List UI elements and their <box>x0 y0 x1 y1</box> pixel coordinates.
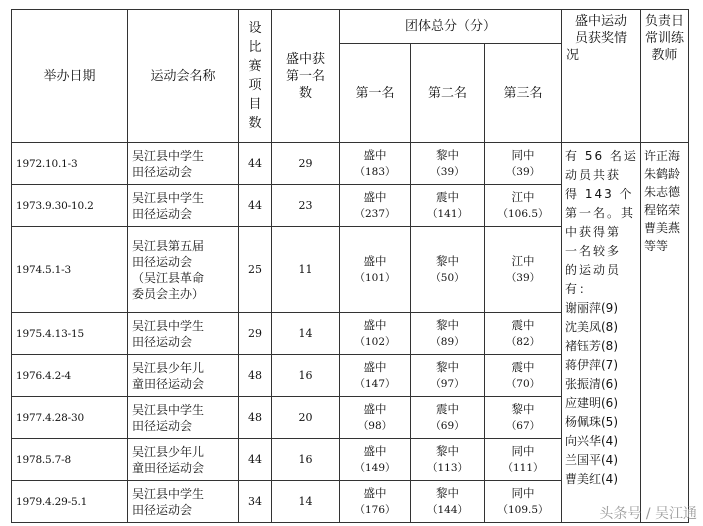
first-place-count: 14 <box>272 481 340 523</box>
header-rank-2: 第二名 <box>411 44 485 143</box>
events-count: 48 <box>239 397 272 439</box>
team-score: （67） <box>505 419 541 432</box>
rank-2-cell <box>411 313 485 355</box>
team-score: （144） <box>426 503 469 516</box>
coach-name: 曹美燕 <box>644 221 681 235</box>
meet-name-line: 童田径运动会 <box>132 460 205 475</box>
meet-name-line: 田径运动会 <box>132 164 193 179</box>
school-name: 盛中 <box>363 401 387 416</box>
athlete-entry: 向兴华(4) <box>565 434 618 448</box>
school-name: 震中 <box>511 317 535 332</box>
meet-name <box>128 313 239 355</box>
school-name: 盛中 <box>363 317 387 332</box>
school-name: 黎中 <box>436 253 459 268</box>
rank-1-cell <box>340 227 411 313</box>
header-awards: 盛中运动 员获奖情 况 <box>562 10 641 143</box>
awards-summary-line: 动员共获 <box>565 168 622 182</box>
meet-name-line: 吴江县中学生 <box>132 486 205 501</box>
sports-meet-table <box>11 9 689 523</box>
meet-name-line: 吴江县少年儿 <box>132 444 205 459</box>
events-count: 44 <box>239 439 272 481</box>
awards-summary-line: 有： <box>565 282 594 296</box>
meet-name <box>128 439 239 481</box>
meet-name-line: 吴江县第五届 <box>132 238 205 253</box>
athlete-entry: 蒋伊萍(7) <box>565 358 618 372</box>
header-events: 设 比 赛 项 目 数 <box>239 10 272 143</box>
events-count: 44 <box>239 143 272 185</box>
awards-summary <box>562 143 641 523</box>
rank-3-cell <box>485 185 562 227</box>
first-place-count: 16 <box>272 439 340 481</box>
school-name: 震中 <box>436 401 459 416</box>
school-name: 黎中 <box>436 147 459 162</box>
school-name: 黎中 <box>436 317 459 332</box>
rank-3-cell <box>485 397 562 439</box>
meet-name-line: 吴江县中学生 <box>132 190 205 205</box>
school-name: 黎中 <box>436 485 459 500</box>
rank-3-cell <box>485 481 562 523</box>
coach-name: 许正海 <box>644 149 681 163</box>
table-row <box>12 143 689 185</box>
coach-name: 朱鹤龄 <box>644 167 681 181</box>
coach-list <box>641 143 689 523</box>
first-place-count: 11 <box>272 227 340 313</box>
coach-name: 等等 <box>644 239 669 253</box>
school-name: 黎中 <box>436 443 459 458</box>
meet-date: 1976.4.2-4 <box>12 355 128 397</box>
team-score: （39） <box>505 165 541 178</box>
rank-2-cell <box>411 227 485 313</box>
rank-1-cell <box>340 313 411 355</box>
events-count: 29 <box>239 313 272 355</box>
meet-date: 1977.4.28-30 <box>12 397 128 439</box>
meet-name-line: 田径运动会 <box>132 206 193 221</box>
school-name: 同中 <box>511 485 535 500</box>
school-name: 震中 <box>436 189 459 204</box>
team-score: （106.5） <box>497 207 549 220</box>
school-name: 江中 <box>511 253 535 268</box>
first-place-count: 20 <box>272 397 340 439</box>
header-rank-3: 第三名 <box>485 44 562 143</box>
rank-2-cell <box>411 185 485 227</box>
team-score: （237） <box>354 207 396 220</box>
rank-2-cell <box>411 355 485 397</box>
meet-name <box>128 481 239 523</box>
first-place-count: 23 <box>272 185 340 227</box>
rank-3-cell <box>485 355 562 397</box>
school-name: 同中 <box>511 147 535 162</box>
header-rank-1: 第一名 <box>340 44 411 143</box>
coach-name: 朱志德 <box>644 185 681 199</box>
athlete-entry: 谢丽萍(9) <box>565 301 618 315</box>
rank-3-cell <box>485 439 562 481</box>
meet-date: 1972.10.1-3 <box>12 143 128 185</box>
first-place-count: 29 <box>272 143 340 185</box>
header-coach: 负责日 常训练 教师 <box>641 10 689 143</box>
school-name: 江中 <box>511 189 535 204</box>
athlete-entry: 曹美红(4) <box>565 472 618 486</box>
school-name: 盛中 <box>363 443 387 458</box>
meet-name <box>128 355 239 397</box>
coach-name: 程铭荣 <box>644 203 681 217</box>
header-name: 运动会名称 <box>128 10 239 143</box>
awards-summary-line: 得 143 个 <box>565 187 634 201</box>
table-body <box>12 10 689 523</box>
rank-1-cell <box>340 143 411 185</box>
rank-2-cell <box>411 397 485 439</box>
team-score: （109.5） <box>497 503 549 516</box>
events-count: 48 <box>239 355 272 397</box>
rank-3-cell <box>485 227 562 313</box>
rank-2-cell <box>411 439 485 481</box>
meet-name <box>128 185 239 227</box>
athlete-entry: 兰国平(4) <box>565 453 618 467</box>
meet-name-line: 田径运动会 <box>132 418 193 433</box>
team-score: （183） <box>354 165 396 178</box>
meet-name-line: 吴江县中学生 <box>132 402 205 417</box>
meet-date: 1975.4.13-15 <box>12 313 128 355</box>
meet-name <box>128 227 239 313</box>
team-score: （70） <box>505 377 541 390</box>
athlete-entry: 沈美凤(8) <box>565 320 618 334</box>
awards-summary-line: 中获得第 <box>565 225 622 239</box>
school-name: 盛中 <box>363 359 387 374</box>
athlete-entry: 张振清(6) <box>565 377 618 391</box>
rank-1-cell <box>340 397 411 439</box>
team-score: （102） <box>354 335 396 348</box>
team-score: （111） <box>502 461 544 474</box>
team-score: （39） <box>505 271 541 284</box>
team-score: （141） <box>426 207 469 220</box>
school-name: 盛中 <box>363 253 387 268</box>
team-score: （82） <box>505 335 541 348</box>
team-score: （97） <box>430 377 465 390</box>
meet-name-line: 吴江县中学生 <box>132 318 205 333</box>
header-team-total: 团体总分（分） <box>340 10 562 44</box>
awards-summary-line: 有 56 名运 <box>565 149 638 163</box>
school-name: 盛中 <box>363 147 387 162</box>
rank-3-cell <box>485 313 562 355</box>
events-count: 34 <box>239 481 272 523</box>
meet-name-line: 委员会主办） <box>132 286 205 301</box>
meet-date: 1979.4.29-5.1 <box>12 481 128 523</box>
awards-summary-line: 第一名。其 <box>565 206 636 220</box>
school-name: 黎中 <box>511 401 535 416</box>
meet-date: 1978.5.7-8 <box>12 439 128 481</box>
events-count: 25 <box>239 227 272 313</box>
rank-2-cell <box>411 143 485 185</box>
header-firsts: 盛中获 第一名 数 <box>272 10 340 143</box>
team-score: （176） <box>354 503 396 516</box>
team-score: （39） <box>430 165 465 178</box>
meet-name-line: 田径运动会 <box>132 334 193 349</box>
team-score: （149） <box>354 461 396 474</box>
meet-date: 1974.5.1-3 <box>12 227 128 313</box>
meet-name <box>128 143 239 185</box>
meet-name-line: 田径运动会 <box>132 502 193 517</box>
meet-date: 1973.9.30-10.2 <box>12 185 128 227</box>
meet-name-line: 吴江县少年儿 <box>132 360 205 375</box>
meet-name <box>128 397 239 439</box>
team-score: （69） <box>430 419 465 432</box>
team-score: （50） <box>430 271 465 284</box>
athlete-entry: 杨佩珠(5) <box>565 415 618 429</box>
rank-1-cell <box>340 185 411 227</box>
meet-name-line: 童田径运动会 <box>132 376 205 391</box>
school-name: 黎中 <box>436 359 459 374</box>
header-date: 举办日期 <box>12 10 128 143</box>
meet-name-line: 吴江县中学生 <box>132 148 205 163</box>
awards-summary-line: 一名较多 <box>565 244 622 258</box>
rank-3-cell <box>485 143 562 185</box>
school-name: 盛中 <box>363 485 387 500</box>
athlete-entry: 褚钰芳(8) <box>565 339 618 353</box>
rank-1-cell <box>340 481 411 523</box>
athlete-entry: 应建明(6) <box>565 396 618 410</box>
team-score: （98） <box>357 419 393 432</box>
rank-1-cell <box>340 355 411 397</box>
meet-name-line: 田径运动会 <box>132 254 193 269</box>
rank-1-cell <box>340 439 411 481</box>
team-score: （147） <box>354 377 396 390</box>
events-count: 44 <box>239 185 272 227</box>
team-score: （89） <box>430 335 465 348</box>
first-place-count: 14 <box>272 313 340 355</box>
watermark: 头条号 / 吴江通 <box>599 506 697 522</box>
awards-summary-line: 的运动员 <box>565 263 622 277</box>
rank-2-cell <box>411 481 485 523</box>
team-score: （113） <box>426 461 469 474</box>
first-place-count: 16 <box>272 355 340 397</box>
school-name: 盛中 <box>363 189 387 204</box>
school-name: 同中 <box>511 443 535 458</box>
meet-name-line: （吴江县革命 <box>132 270 205 285</box>
school-name: 震中 <box>511 359 535 374</box>
team-score: （101） <box>354 271 396 284</box>
